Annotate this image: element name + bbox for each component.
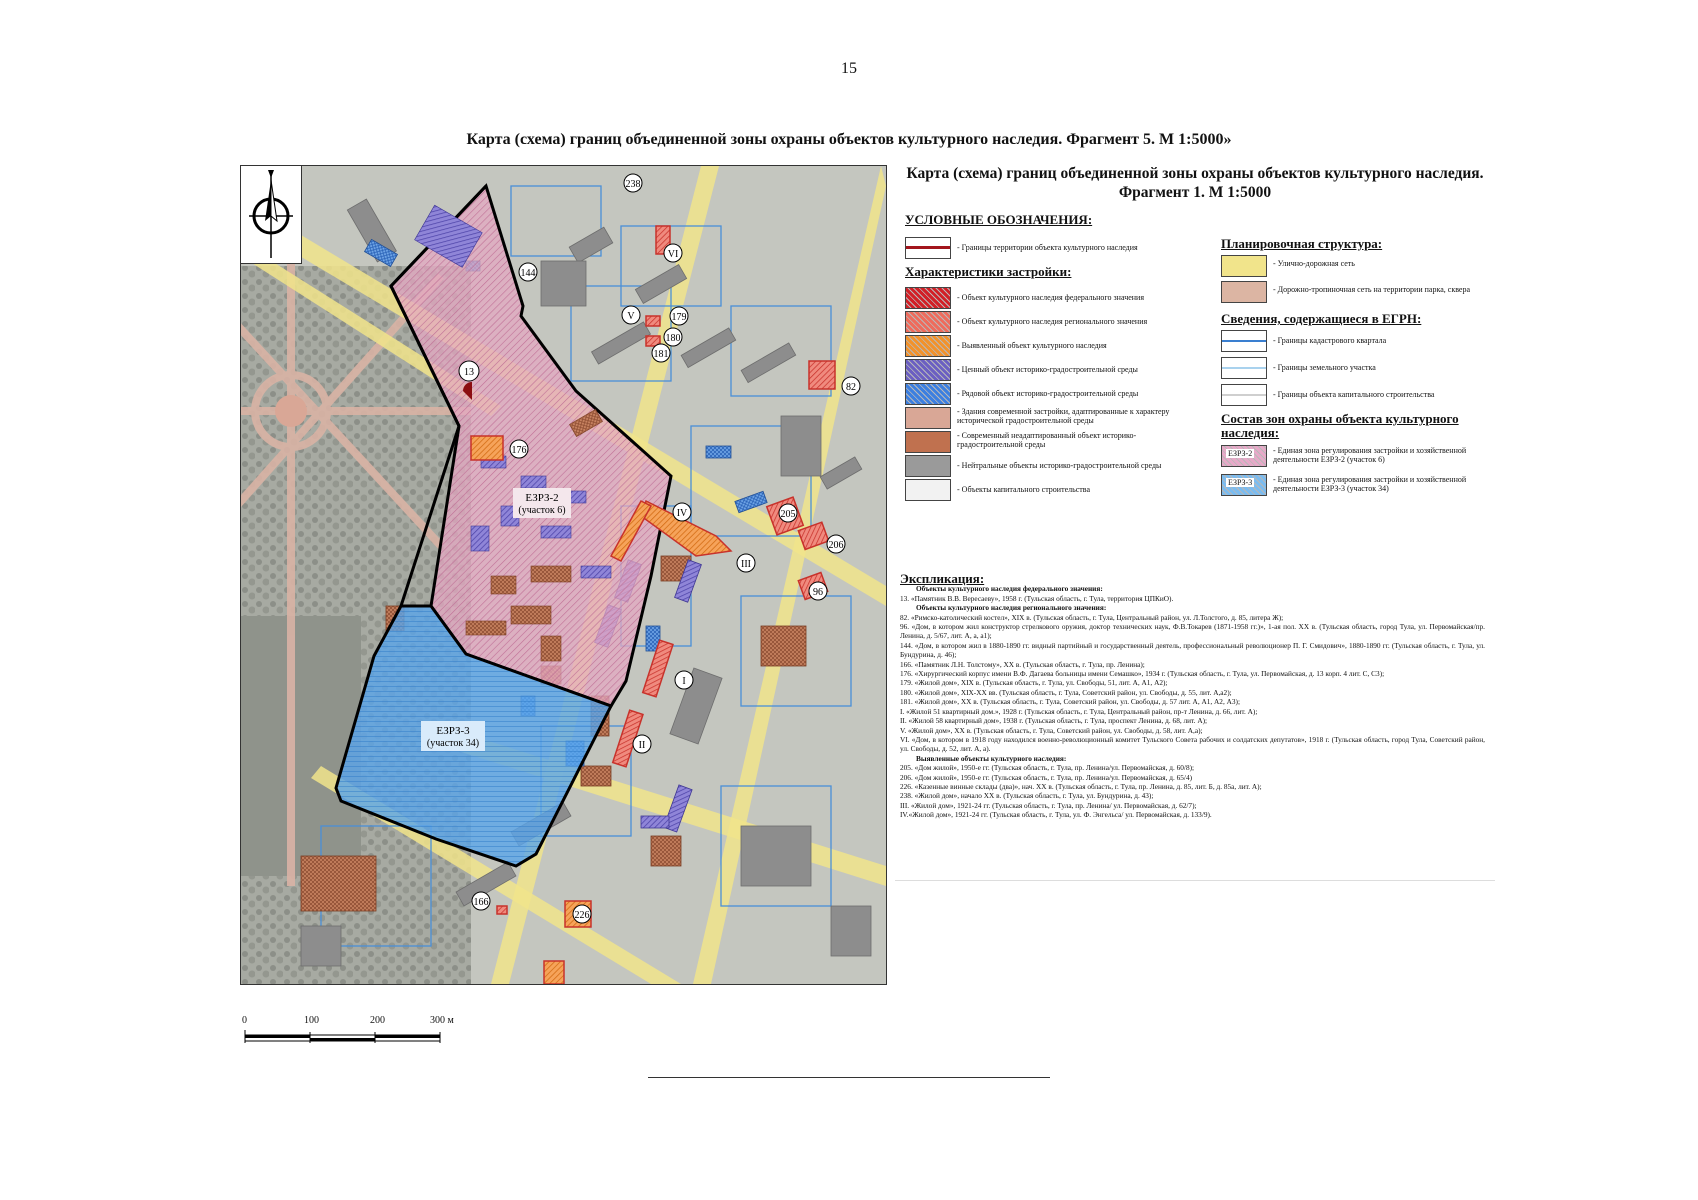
egrn-label: - Границы кадастрового квартала xyxy=(1273,336,1387,345)
egrn-label: - Границы объекта капитального строительства xyxy=(1273,390,1435,399)
page-number: 15 xyxy=(841,60,857,77)
characteristic-swatch xyxy=(905,311,951,333)
marker-IV[interactable] xyxy=(673,503,691,521)
explication-line: 166. «Памятник Л.Н. Толстому», XX в. (Тульская область, г. Тула, пр. Ленина); xyxy=(900,659,1145,669)
zone3-label: ЕЗРЗ-3 xyxy=(436,725,470,737)
svg-text:206: 206 xyxy=(828,540,844,551)
explication-line: II. «Жилой 58 квартирный дом», 1938 г. (Тульская область, г. Тула, проспект Ленина, д. 68, лит. А); xyxy=(900,716,1208,726)
marker-166[interactable] xyxy=(472,892,490,910)
egrn-heading: Сведения, содержащиеся в ЕГРН: xyxy=(1221,311,1422,326)
svg-text:V: V xyxy=(627,311,635,322)
zone-code: ЕЗРЗ-2 xyxy=(1228,449,1253,458)
explication-line: III. «Жилой дом», 1921-24 гг. (Тульская область, г. Тула, пр. Ленина/ ул. Первомайская, д. 62/7); xyxy=(900,800,1197,810)
explication-line: V. «Жилой дом», XX в. (Тульская область, г. Тула, Советский район, ул. Свободы, д. 58, лит. А,а); xyxy=(900,725,1203,735)
characteristic-label: - Здания современной застройки, адаптированные к характеру исторической градостроительной среды xyxy=(957,407,1170,425)
explication-line: IV.«Жилой дом», 1921-24 гг. (Тульская область, г. Тула, ул. Ф. Энгельса/ ул. Первомайская, д. 133/9). xyxy=(900,810,1212,820)
zone-code: ЕЗРЗ-3 xyxy=(1228,478,1253,487)
characteristic-label: - Объект культурного наследия федерального значения xyxy=(957,293,1145,302)
characteristic-label: - Выявленный объект культурного наследия xyxy=(957,341,1107,350)
explication-line: 96. «Дом, в котором жил конструктор стрелкового оружия, доктор технических наук, Ф.В.Токарев (1871-1958 гг.)», 1-ая пол. XX в. (Тульская область, город Тула, ул. Первомайская/пр. Ленина, д. 5/67, лит. А, а, а1); xyxy=(900,622,1485,641)
marker-206[interactable] xyxy=(827,535,845,553)
characteristic-swatch xyxy=(905,335,951,357)
svg-text:II: II xyxy=(638,740,646,751)
explication-group-heading: Выявленные объекты культурного наследия: xyxy=(916,753,1067,763)
scale-label-100: 100 xyxy=(304,1015,319,1026)
explication-line: 176. «Хирургический корпус имени В.Ф. Дагаева больницы имени Семашко», 1934 г. (Тульская область, г. Тула, ул. Первомайская, д. 13 корп. 4 лит. С, С3); xyxy=(900,669,1385,679)
egrn-label: - Границы земельного участка xyxy=(1273,363,1376,372)
marker-205[interactable] xyxy=(779,504,797,522)
dense-forest xyxy=(241,616,361,876)
marker-176[interactable] xyxy=(510,440,528,458)
park-plaza xyxy=(275,395,307,427)
marker-226[interactable] xyxy=(573,905,591,923)
characteristic-swatch xyxy=(905,479,951,501)
marker-238[interactable] xyxy=(624,174,642,192)
svg-text:I: I xyxy=(682,676,686,687)
scale-label-300: 300 м xyxy=(430,1015,454,1026)
explication-line: 206. «Дом жилой», 1950-е гг. (Тульская область, г. Тула, пр. Ленина/ул. Первомайская, д. 65/4) xyxy=(900,772,1193,782)
svg-text:166: 166 xyxy=(473,897,489,908)
scale-bar xyxy=(240,1015,460,1060)
north-arrow-icon xyxy=(240,165,302,264)
characteristic-label: - Объекты капитального строительства xyxy=(957,485,1091,494)
zone-swatch xyxy=(1221,445,1267,467)
zone3-sublabel: (участок 34) xyxy=(426,738,480,749)
characteristic-label: - Современный неадаптированный объект историко-градостроительной среды xyxy=(957,431,1137,449)
explication-line: 180. «Жилой дом», XIX-XX вв. (Тульская область, г. Тула, Советский район, ул. Свободы, д. 55, лит. А,а2); xyxy=(900,687,1232,697)
scale-label-200: 200 xyxy=(370,1015,385,1026)
explication-line: 238. «Жилой дом», начало XX в. (Тульская область, г. Тула, ул. Бундурина, д. 43); xyxy=(900,791,1154,801)
explication-line: 13. «Памятник В.В. Вересаеву», 1958 г. (Тульская область, г. Тула, территория ЦПКиО). xyxy=(900,593,1174,603)
svg-text:82: 82 xyxy=(846,382,856,393)
marker-82[interactable] xyxy=(842,377,860,395)
explication-line: 179. «Жилой дом», XIX в. (Тульская область, г. Тула, ул. Свободы, 51, лит. А, А1, А2); xyxy=(900,678,1168,688)
characteristic-swatch xyxy=(905,407,951,429)
explication-line: I. «Жилой 51 квартирный дом.», 1928 г. (Тульская область, г. Тула, Центральный район, пр-т Ленина, д. 66, лит. А); xyxy=(900,706,1258,716)
characteristic-label: - Рядовой объект историко-градостроительной среды xyxy=(957,389,1139,398)
characteristic-swatch xyxy=(905,359,951,381)
marker-I[interactable] xyxy=(675,671,693,689)
characteristics-heading: Характеристики застройки: xyxy=(905,264,1072,279)
explication-line: 82. «Римско-католический костел», XIX в. (Тульская область, г. Тула, Центральный район, ул. Л.Толстого, д. 85, литера Ж); xyxy=(900,612,1284,622)
characteristic-swatch xyxy=(905,383,951,405)
marker-II[interactable] xyxy=(633,735,651,753)
explication-group-heading: Объекты культурного наследия регионального значения: xyxy=(916,603,1107,613)
svg-text:144: 144 xyxy=(520,268,536,279)
marker-V[interactable] xyxy=(622,306,640,324)
marker-VI[interactable] xyxy=(664,244,682,262)
zone2-sublabel: (участок 6) xyxy=(518,505,566,516)
explication-line: 144. «Дом, в котором жил в 1880-1890 гг. видный партийный и государственный деятель, профессиональный революционер П. Г. Смидович», 1880-1890 гг. (Тульская область, г. Тула, ул. Бундурина, д. 46); xyxy=(900,640,1485,660)
characteristic-label: - Ценный объект историко-градостроительной среды xyxy=(957,365,1138,374)
planning-label: - Дорожно-тропиночная сеть на территории парка, сквера xyxy=(1273,285,1471,294)
svg-text:205: 205 xyxy=(780,509,796,520)
svg-text:III: III xyxy=(741,559,751,570)
egrn-swatch xyxy=(1221,330,1267,352)
svg-text:180: 180 xyxy=(665,333,681,344)
boundary-label: - Границы территории объекта культурного наследия xyxy=(957,243,1138,252)
explication-line: 205. «Дом жилой», 1950-е гг. (Тульская область, г. Тула, пр. Ленина/ул. Первомайская, д. 60/8); xyxy=(900,763,1195,773)
marker-96[interactable] xyxy=(809,582,827,600)
svg-text:VI: VI xyxy=(667,249,679,260)
fragment-title: Карта (схема) границ объединенной зоны охраны объектов культурного наследия. Фрагмент 5. М 1:5000» xyxy=(466,131,1232,148)
egrn-swatch xyxy=(1221,384,1267,406)
characteristic-label: - Нейтральные объекты историко-градостроительной среды xyxy=(957,461,1162,470)
explication-line: VI. «Дом, в котором в 1918 году находился военно-революционный комитет Тульского Совета рабочих и солдатских депутатов», 1918 г. (Тульская область, город Тула, Советский район, ул. Свободы, д. 52, лит. А, а). xyxy=(900,734,1485,754)
explication-title: Экспликация: xyxy=(900,571,985,586)
marker-179[interactable] xyxy=(670,307,688,325)
egrn-swatch xyxy=(1221,357,1267,379)
planning-label: - Улично-дорожная сеть xyxy=(1273,259,1355,268)
marker-181[interactable] xyxy=(652,344,670,362)
legend-divider xyxy=(895,880,1495,881)
marker-13[interactable] xyxy=(459,361,479,381)
svg-text:176: 176 xyxy=(511,445,527,456)
zone2-label: ЕЗРЗ-2 xyxy=(525,492,559,504)
characteristic-swatch xyxy=(905,287,951,309)
zone-label: - Единая зона регулирования застройки и хозяйственной деятельности ЕЗРЗ-3 (участок 34) xyxy=(1273,475,1467,493)
characteristic-swatch xyxy=(905,431,951,453)
characteristic-label: - Объект культурного наследия регионального значения xyxy=(957,317,1148,326)
svg-text:181: 181 xyxy=(653,349,669,360)
svg-text:226: 226 xyxy=(574,910,590,921)
explication xyxy=(900,571,1485,820)
explication-line: 181. «Жилой дом», XX в. (Тульская область, г. Тула, Советский район, ул. Свободы, д. 57 лит. А, А1, А2, А3); xyxy=(900,697,1240,707)
scale-label-0: 0 xyxy=(242,1015,247,1026)
marker-180[interactable] xyxy=(664,328,682,346)
symbols-heading: УСЛОВНЫЕ ОБОЗНАЧЕНИЯ: xyxy=(905,212,1093,227)
characteristic-swatch xyxy=(905,455,951,477)
boundary-swatch xyxy=(905,237,951,259)
explication-line: 226. «Казенные винные склады (два)», нач. XX в. (Тульская область, г. Тула, пр. Ленина, д. 85, лит. Б, д. 85а, лит. А); xyxy=(900,781,1262,791)
planning-swatch xyxy=(1221,281,1267,303)
legend-title: Карта (схема) границ объединенной зоны охраны объектов культурного наследия. Фрагмент 1. М 1:5000 xyxy=(906,165,1484,201)
explication-group-heading: Объекты культурного наследия федерального значения: xyxy=(916,584,1103,594)
svg-text:179: 179 xyxy=(671,312,687,323)
marker-144[interactable] xyxy=(519,263,537,281)
svg-text:96: 96 xyxy=(813,587,823,598)
planning-swatch xyxy=(1221,255,1267,277)
footnote-line xyxy=(648,1077,1050,1078)
svg-text:IV: IV xyxy=(676,508,688,519)
planning-heading: Планировочная структура: xyxy=(1221,236,1383,251)
zone-label: - Единая зона регулирования застройки и хозяйственной деятельности ЕЗРЗ-2 (участок 6) xyxy=(1273,446,1467,464)
map-view[interactable] xyxy=(240,165,887,985)
zones-heading: Состав зон охраны объекта культурного наследия: xyxy=(1221,411,1459,440)
marker-III[interactable] xyxy=(737,554,755,572)
svg-text:13: 13 xyxy=(464,367,474,378)
zone-swatch xyxy=(1221,474,1267,496)
svg-text:238: 238 xyxy=(625,179,641,190)
explication-body xyxy=(900,584,1485,819)
